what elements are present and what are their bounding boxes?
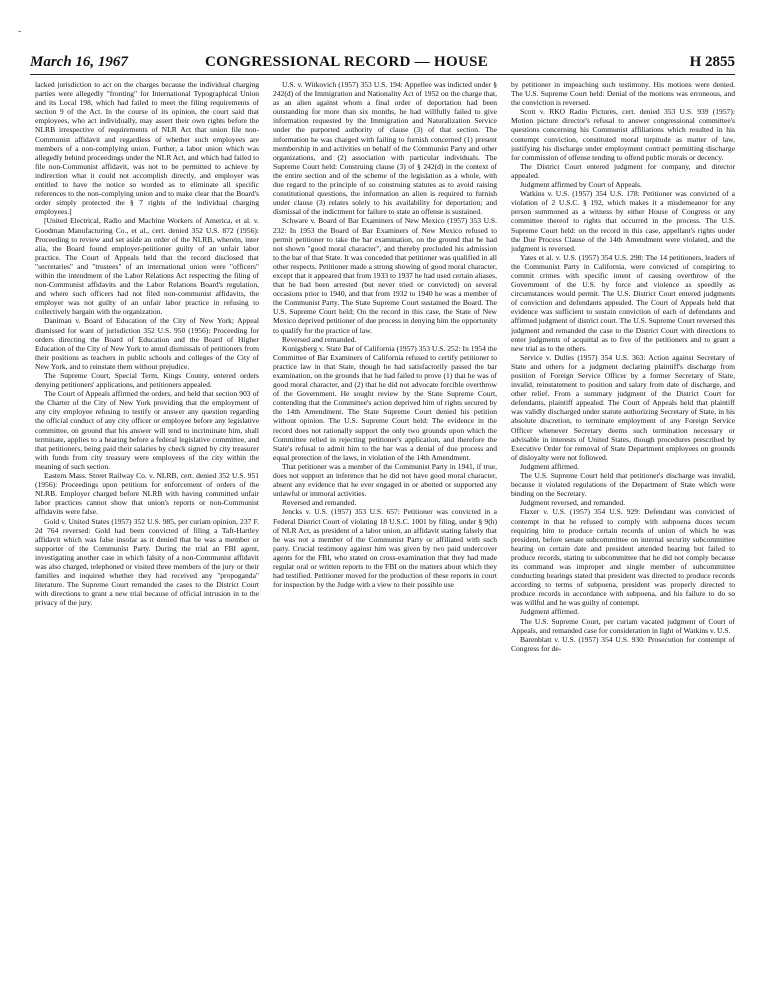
paragraph: Judgment affirmed by Court of Appeals. xyxy=(520,180,642,190)
corner-mark: ˜ xyxy=(18,30,22,41)
paragraph: Yates et al. v. U.S. (1957) 354 U.S. 298: The 14 petitioners, leaders of the Communist Party in California, were convicted of conspiring to commit crimes with specific intent of causing overthrow of the Government of the U.S. by force and violence as speedily as circumstances would permit. The U.S. District Court entered judgments of conviction and defendants appealed. The Court of Appeals held that evidence was sufficient to sustain conviction of each of defendants and affirmed judgment of district court. The U.S. Supreme Court reversed this judgment and remanded the case to the District Court with directions to enter judgments of acquittal as to five of the petitioners and to grant a new trial as to the others. xyxy=(511,252,735,353)
paragraph: Daniman v. Board of Education of the City of New York; Appeal dismissed for want of jurisdiction 352 U.S. 950 (1956): Proceeding for orders directing the Board of Education and the Board of Higher Education of the City of New York to annul dismissals of petitioners from their positions as teachers in public schools and colleges of the City of New York, and to reinstate them without prejudice. xyxy=(35,316,259,371)
paragraph: lacked jurisdiction to act on the charges because the individual charging parties were allegedly "fronting" for International Typographical Union and its Local 198, which had failed to meet the filing requirements of section 9 of the Act. In the course of its opinion, the court said that employees, who act individually, may assert their own rights before the NLRB irrespective of requirements of NLR Act that union file non-Communist affidavit and regardless of whether such employees are members of a non-complying union. Further, a labor union which was allegedly behind proceedings under the NLR Act, and which had failed to file non-Communist affidavit, was not to be permitted to achieve by indirection what it could not accomplish directly, and employer was entitled to have the notice so worded as to eliminate all specific references to the non-complying union and to make clear that the Board's order simply protected the § 7 rights of the individual charging employees.] xyxy=(35,80,259,217)
paragraph: Jencks v. U.S. (1957) 353 U.S. 657: Petitioner was convicted in a Federal District Court of violating 18 U.S.C. 1001 by filing, under § 9(h) of NLR Act, as president of a labor union, an affidavit stating falsely that he was not a member of the Communist Party or affiliated with such party. Crucial testimony against him was given by two paid undercover agents for the FBI, who stated on cross-examination that they had made regular oral or written reports to the FBI on the matters about which they had testified. Petitioner moved for the production of these reports in court for inspection by the Judge with a view to their possible use xyxy=(273,507,497,590)
paragraph: Reversed and remanded. xyxy=(282,498,357,508)
column-2 xyxy=(273,80,497,972)
paragraph: Reversed and remanded. xyxy=(282,334,357,344)
paragraph: Gold v. United States (1957) 352 U.S. 985, per curiam opinion, 237 F. 2d 764 reversed: Gold had been convicted of filing a Taft-Hartley affidavit which was false insofar as it denied that he was a member or supporter of the Communist Party. During the trial an FBI agent, investigating another case in which falsity of a non-Communist affidavit was also charged, telephoned or visited three members of the jury or their families and inquired whether they had received any "propoganda" literature. The Supreme Court remanded the cases to the District Court with directions to grant a new trial because of official intrusion in to the privacy of the jury. xyxy=(35,516,259,608)
paragraph: The Supreme Court, Special Term, Kings County, entered orders denying petitioners' applications, and petitioners appealed. xyxy=(35,371,259,390)
paragraph: by petitioner in impeaching such testimony. His motions were denied. The U.S. Supreme Court held: Denial of the motions was erroneous, and the conviction is reversed. xyxy=(511,80,735,108)
header-rule xyxy=(30,74,735,75)
paragraph: Service v. Dulles (1957) 354 U.S. 363: Action against Secretary of State and others for a judgment declaring plaintiff's discharge from position of Foreign Service Officer by a former Secretary of State, invalid, reinstatement to position and salary from date of discharge, and other relief. From a summary judgment of the District Court for defendants, plaintiff appealed. The Court of Appeals held that plaintiff was validly discharged under statute authorizing Secretary of State, in his absolute discretion, to terminate employment of any Foreign Service Officer whenever Secretary deems such termination necessary or advisable in interests of United States, though procedures prescribed by Executive Order for removal of State Department employees on grounds of disloyalty were not followed. xyxy=(511,352,735,462)
paragraph: Watkins v. U.S. (1957) 354 U.S. 178: Petitioner was convicted of a violation of 2 U.S.C. § 192, which makes it a misdemeanor for any person summoned as a witness by either House of Congress or any committee thereof to rights that occurred in the process. The U.S. Supreme Court held: on the record in this case, appellant's rights under the Due Process Clause of the 14th Amendment were violated, and the judgment is reversed. xyxy=(511,189,735,253)
header-page-number: H 2855 xyxy=(689,54,735,70)
paragraph: Scott v. RKO Radio Pictures, cert. denied 353 U.S. 939 (1957): Motion picture director's refusal to answer congressional committee's questions concerning his Communist affiliations which resulted in his contempt conviction, constituted moral turpitude as matter of law, justifying his discharge under employment contract permitting discharge for commission of offense tending to offend public morals or decency. xyxy=(511,107,735,162)
column-3 xyxy=(511,80,735,972)
text-columns xyxy=(35,80,735,972)
column-1 xyxy=(35,80,259,972)
paragraph: Judgment reversed, and remanded. xyxy=(520,498,625,508)
paragraph: Barenblatt v. U.S. (1957) 354 U.S. 930: Prosecution for contempt of Congress for de- xyxy=(511,634,735,653)
paragraph: The District Court entered judgment for company, and director appealed. xyxy=(511,161,735,180)
paragraph: The Court of Appeals affirmed the orders, and held that section 903 of the Charter of the City of New York providing that the employment of any city employee refusing to testify or answer any question regarding the official conduct of any city officer or employee before any legislative committee, on ground that his answer will tend to incriminate him, shall terminate, applies to a hearing before a federal legislative committee, and that petitioners, being paid their salaries by check signed by city treasurer with funds from city treasury were employees of the city within the meaning of such section. xyxy=(35,389,259,471)
paragraph: [United Electrical, Radio and Machine Workers of America, et al. v. Goodman Manufacturing Co., et al., cert. denied 352 U.S. 872 (1956): Proceeding to review and set aside an order of the NLRB, wherein, inter alia, the Board found employer-petitioner guilty of an unfair labor practice. The Court of Appeals held that the record disclosed that "secretaries" and "trustees" of an international union were "officers" within the intendment of the Labor Relations Act respecting the filing of non-Communist affidavits and the Labor Relations Board's regulation, and where such officers had not filed non-communist affidavits, the employer was not guilty of an unfair labor practice in refusing to collectively bargain with the organization. xyxy=(35,216,259,317)
paragraph: Eastern Mass. Street Railway Co. v. NLRB, cert. denied 352 U.S. 951 (1956): Proceedings upon petitions for enforcement of orders of the NLRB. Employer charged before NLRB with having committed unfair labor practices cannot show that union's reports or non-Communist affidavits were false. xyxy=(35,471,259,517)
paragraph: That petitioner was a member of the Communist Party in 1941, if true, does not support an inference that he did not have good moral character, absent any evidence that he ever engaged in or abetted or supported any unlawful or immoral activities. xyxy=(273,461,497,499)
paragraph: Schware v. Board of Bar Examiners of New Mexico (1957) 353 U.S. 232: In 1953 the Board of Bar Examiners of New Mexico refused to permit petitioner to take the bar examination, on the ground that he had not shown "good moral character", and thereby precluded his admission to the bar of that State. It was conceded that petitioner was qualified in all other respects. Petitioner made a strong showing of good moral character, except that it appeared that from 1933 to 1937 he had used certain aliases, that he had been arrested (but never tried or convicted) on several occasions prior to 1940, and that from 1932 to 1940 he was a member of the Communist Party. The State Supreme Court sustained the Board. The U.S. Supreme Court held; On the record in this case, the State of New Mexico deprived petitioner of due process in denying him the opportunity to qualify for the practice of law. xyxy=(273,216,497,335)
paragraph: Judgment affirmed. xyxy=(520,607,579,617)
paragraph: U.S. v. Witkovich (1957) 353 U.S. 194: Appellee was indicted under § 242(d) of the Immigration and Nationality Act of 1952 on the charge that, as an alien against whom a final order of deportation had been outstanding for more than six months, he had willfully failed to give information requested by the Immigration and Naturalization Service under the purported authority of clause (3) of that section. The information he was charged with failing to furnish concerned (1) present membership in and activities on behalf of the Communist Party and other organizations, and (2) association with particular individuals. The Supreme Court held: Construing clause (3) of § 242(d) in the context of the entire section and of the scheme of the legislation as a whole, with due regard to the principle of so construing statutes as to avoid raising constitutional questions, the information an alien is required to furnish under clause (3) relates solely to his availability for deportation; and dismissal of the indictment for failure to state an offense is sustained. xyxy=(273,80,497,217)
header-date: March 16, 1967 xyxy=(30,54,128,70)
paragraph: Judgment affirmed. xyxy=(520,461,579,471)
paragraph: The U.S. Supreme Court held that petitioner's discharge was invalid, because it violated regulations of the Department of State which were binding on the Secretary. xyxy=(511,471,735,499)
paragraph: The U.S. Supreme Court, per curiam vacated judgment of Court of Appeals, and remanded case for consideration in light of Watkins v. U.S. xyxy=(511,616,735,635)
paragraph: Konigsberg v. State Bar of California (1957) 353 U.S. 252: In 1954 the Committee of Bar Examiners of California refused to certify petitioner to practice law in that State, though he had satisfactorily passed the bar examination, on the grounds that he had failed to prove (1) that he was of good moral character, and (2) that he did not advocate forcible overthrow of the Government. He sought review by the State Supreme Court, contending that the Committee's action deprived him of rights secured by the 14th Amendment. The State Supreme Court denied his petition without opinion. The U.S. Supreme Court held: The evidence in the record does not rationally support the only two grounds upon which the Committee relied in rejecting petitioner's application, and therefore the State's refusal to admit him to the bar was a denial of due process and equal protection of the laws, in violation of the 14th Amendment. xyxy=(273,343,497,462)
paragraph: Flaxer v. U.S. (1957) 354 U.S. 929: Defendant was convicted of contempt in that he refused to comply with subpoena duces tecum requiring him to produce certain records of union of which he was president, before senate subcommittee on internal security subcommittee hearing on certain date and president attended hearing but failed to produce records, stating to subcommittee that he did not comply because its command was improper and single member of subcommittee conducting hearings stated that president was directed to produce records according to terms of subpoena, president was properly directed to produce records in accordance with subpoena, and his failure to do so was willful and he was guilty of contempt. xyxy=(511,507,735,608)
page-header xyxy=(30,54,735,80)
header-title: CONGRESSIONAL RECORD — HOUSE xyxy=(205,54,489,70)
